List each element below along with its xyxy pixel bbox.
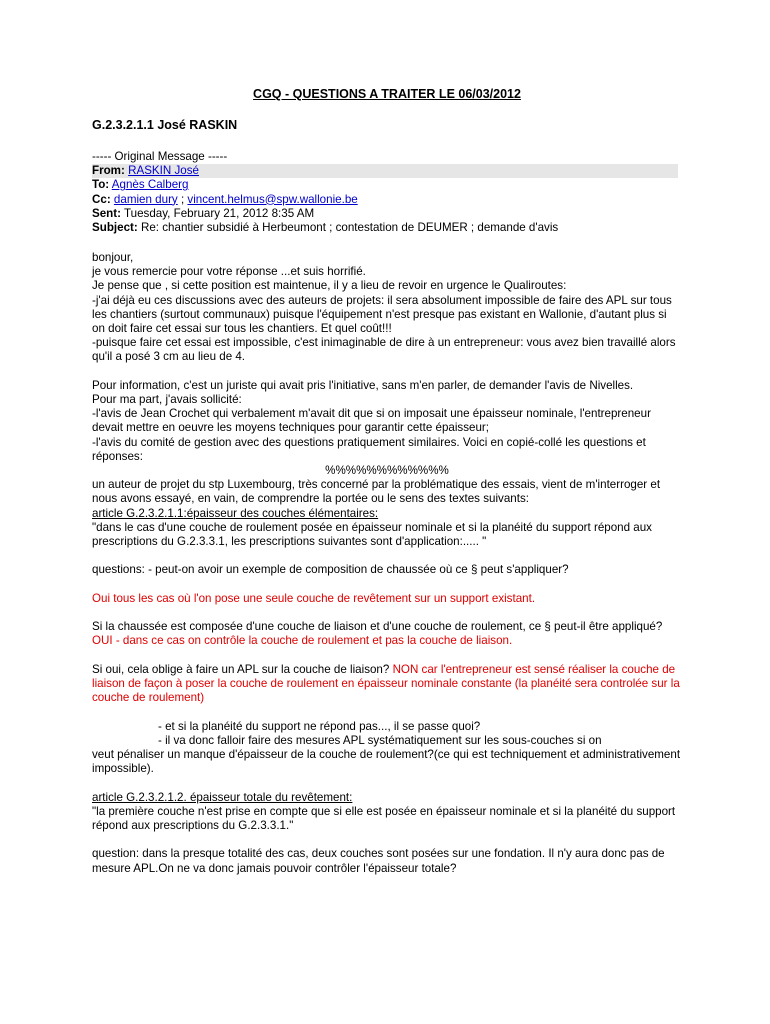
- question: question: dans la presque totalité des cas, deux couches sont posées sur une fondation. Il n'y aura donc pas de mesure APL.On ne va donc jamais pouvoir contrôler l'épaisseur totale?: [92, 847, 665, 875]
- question: Si la chaussée est composée d'une couche de liaison et d'une couche de roulement, ce § peut-il être appliqué?: [92, 620, 663, 634]
- question-continued: veut pénaliser un manque d'épaisseur de la couche de roulement?(ce qui est techniquement et administrativement impossible).: [92, 748, 681, 776]
- answer: OUI - dans ce cas on contrôle la couche de roulement et pas la couche de liaison.: [92, 634, 513, 648]
- message-body: [92, 251, 682, 876]
- question: - et si la planéité du support ne répond pas..., il se passe quoi?: [158, 719, 481, 733]
- from-line: [92, 164, 678, 178]
- question: - il va donc falloir faire des mesures APL systématiquement sur les sous-couches si on: [158, 733, 602, 747]
- subject-line: [92, 221, 682, 235]
- answer: Oui tous les cas où l'on pose une seule couche de revêtement sur un support existant.: [92, 591, 536, 605]
- paragraph: je vous remercie pour votre réponse ...et suis horrifié.: [92, 265, 366, 279]
- quote: "la première couche n'est prise en compte que si elle est posée en épaisseur nominale et si la planéité du support répond aux prescriptions du G.2.3.3.1.": [92, 804, 676, 833]
- cc-separator: ;: [177, 192, 188, 206]
- quote: "dans le cas d'une couche de roulement posée en épaisseur nominale et si la planéité du support répond aux prescriptions du G.2.3.3.1, les prescriptions suivantes sont d'application:..... ": [92, 520, 652, 549]
- paragraph: Pour information, c'est un juriste qui avait pris l'initiative, sans m'en parler, de demander l'avis de Nivelles.: [92, 378, 634, 392]
- paragraph: Pour ma part, j'avais sollicité:: [92, 393, 242, 407]
- cc-link-1[interactable]: damien dury: [113, 192, 178, 206]
- paragraph: -l'avis du comité de gestion avec des questions pratiquement similaires. Voici en copié-collé les questions et réponses:: [92, 435, 646, 463]
- subject-value: Re: chantier subsidié à Herbeumont ; contestation de DEUMER ; demande d'avis: [140, 221, 559, 235]
- to-line: [92, 178, 682, 192]
- article-heading: article G.2.3.2.1.1:épaisseur des couches élémentaires:: [92, 506, 379, 520]
- paragraph: -puisque faire cet essai est impossible, c'est inimaginable de dire à un entrepreneur: vous avez bien travaillé alors qu'il a posé 3 cm au lieu de 4.: [92, 336, 676, 364]
- to-label: To:: [92, 178, 110, 192]
- email-header: [92, 150, 682, 235]
- article-heading: article G.2.3.2.1.2. épaisseur totale du revêtement:: [92, 790, 353, 804]
- from-label: From:: [92, 164, 125, 178]
- cc-label: Cc:: [92, 192, 111, 206]
- paragraph: -l'avis de Jean Crochet qui verbalement m'avait dit que si on imposait une épaisseur nominale, l'entrepreneur devait mettre en oeuvre les moyens techniques pour garantir cette épaisseur;: [92, 407, 651, 435]
- paragraph: Je pense que , si cette position est maintenue, il y a lieu de revoir en urgence le Qualiroutes:: [92, 279, 567, 293]
- from-link[interactable]: RASKIN José: [128, 164, 199, 178]
- cc-line: [92, 193, 682, 207]
- section-heading: G.2.3.2.1.1 José RASKIN: [92, 118, 238, 132]
- cc-link-2[interactable]: vincent.helmus@spw.wallonie.be: [187, 192, 358, 206]
- sent-value: Tuesday, February 21, 2012 8:35 AM: [124, 206, 315, 220]
- subject-label: Subject:: [92, 221, 138, 235]
- sent-label: Sent:: [92, 206, 121, 220]
- question: Si oui, cela oblige à faire un APL sur la couche de liaison?: [92, 662, 393, 676]
- paragraph: -j'ai déjà eu ces discussions avec des auteurs de projets: il sera absolument impossible de faire des APL sur tous les chantiers (surtout communaux) puisque l'équipement n'est presque pas existant en Wallonie, d'autant plus si on doit faire cet essai sur tous les chantiers. Et quel coût!!!: [92, 293, 672, 336]
- original-message-line: ----- Original Message -----: [92, 150, 228, 163]
- page-title: CGQ - QUESTIONS A TRAITER LE 06/03/2012: [253, 87, 521, 101]
- greeting: bonjour,: [92, 251, 134, 264]
- paragraph: un auteur de projet du stp Luxembourg, très concerné par la problématique des essais, vient de m'interroger et nous avons essayé, en vain, de comprendre la portée ou le sens des textes suivants:: [92, 478, 661, 506]
- sent-line: [92, 207, 682, 221]
- to-link[interactable]: Agnès Calberg: [111, 178, 189, 192]
- question: questions: - peut-on avoir un exemple de composition de chaussée où ce § peut s'appliquer?: [92, 563, 569, 577]
- separator-line: %%%%%%%%%%%%: [325, 464, 449, 478]
- question-with-answer: [92, 663, 682, 706]
- answer: NON car l'entrepreneur est sensé réaliser la couche de liaison de façon à poser la couche de roulement en épaisseur nominale constante (la planéité sera controlée sur la couche de roulement): [92, 662, 680, 705]
